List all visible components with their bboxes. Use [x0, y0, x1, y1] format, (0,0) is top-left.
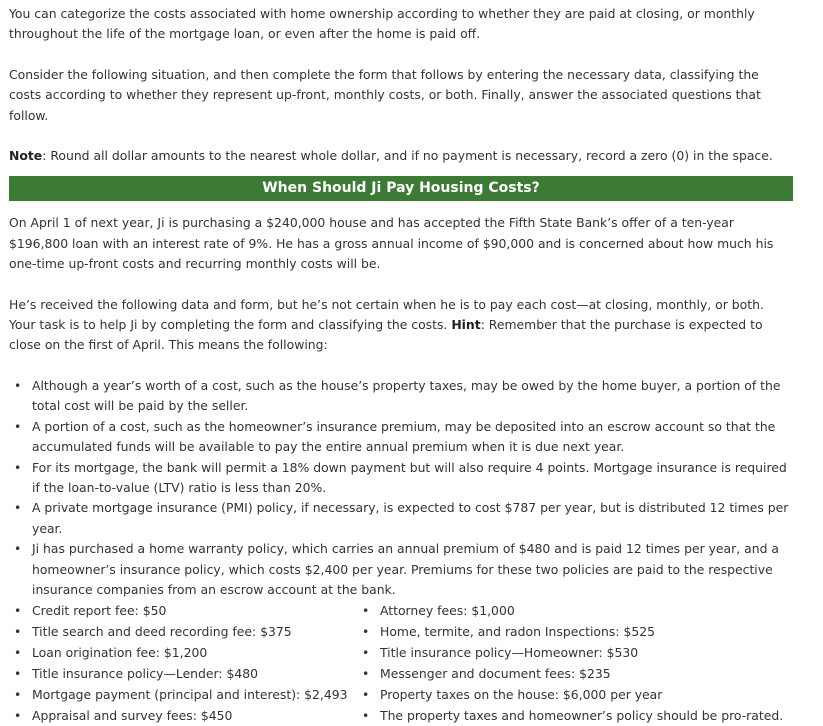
- conditions-list: [9, 376, 793, 600]
- intro-paragraph-2: Consider the following situation, and then complete the form that follows by entering the necessary data, classifying the costs according to whether they represent up-front, monthly costs, or both. Finally, answer the associated questions that follow.: [9, 66, 761, 123]
- list-item: • The property taxes and homeowner’s policy should be pro-rated.: [357, 705, 787, 726]
- note-label: Note: [9, 148, 43, 164]
- note-paragraph: [9, 146, 793, 166]
- list-item: • Mortgage payment (principal and interest): $2,493: [9, 684, 357, 705]
- scenario-text-b: : Remember that the purchase is expected to close on the first of April. This means the following:: [9, 317, 763, 353]
- list-item: • Property taxes on the house: $6,000 per year: [357, 684, 787, 705]
- costs-list-left: [9, 600, 357, 726]
- list-item: • Title search and deed recording fee: $375: [9, 621, 357, 642]
- list-item: • Credit report fee: $50: [9, 600, 357, 621]
- list-item: • Title insurance policy—Homeowner: $530: [357, 642, 787, 663]
- list-item: • Attorney fees: $1,000: [357, 600, 787, 621]
- scenario-paragraph-2: [9, 295, 793, 356]
- costs-list-right: [357, 600, 787, 726]
- list-item: • Home, termite, and radon Inspections: $525: [357, 621, 787, 642]
- hint-label: Hint: [451, 317, 481, 333]
- scenario-paragraph-1: On April 1 of next year, Ji is purchasing a $240,000 house and has accepted the Fifth State Bank’s offer of a ten-year $196,800 loan with an interest rate of 9%. He has a gross annual income of $90,000 and is concerned about how much his one-time up-front costs and recurring monthly costs will be.: [9, 215, 774, 272]
- list-item: • Loan origination fee: $1,200: [9, 642, 357, 663]
- list-item: • Ji has purchased a home warranty policy, which carries an annual premium of $480 and is paid 12 times per year, and a homeowner’s insurance policy, which costs $2,400 per year. Premiums for these two policies are paid to the respective insurance companies from an escrow account at the bank.: [9, 539, 793, 600]
- list-item: • Appraisal and survey fees: $450: [9, 705, 357, 726]
- section-banner: When Should Ji Pay Housing Costs?: [9, 176, 793, 201]
- intro-paragraph-1: You can categorize the costs associated with home ownership according to whether they are paid at closing, or monthly throughout the life of the mortgage loan, or even after the home is paid off.: [9, 6, 755, 42]
- list-item: • Title insurance policy—Lender: $480: [9, 663, 357, 684]
- list-item: • Although a year’s worth of a cost, such as the house’s property taxes, may be owed by the home buyer, a portion of the total cost will be paid by the seller.: [9, 376, 793, 417]
- note-text: : Round all dollar amounts to the nearest whole dollar, and if no payment is necessary, record a zero (0) in the space.: [42, 148, 773, 164]
- costs-columns: [9, 600, 793, 726]
- list-item: • A private mortgage insurance (PMI) policy, if necessary, is expected to cost $787 per year, but is distributed 12 times per year.: [9, 498, 793, 539]
- scenario-text-a: He’s received the following data and form, but he’s not certain when he is to pay each cost—at closing, monthly, or both. Your task is to help Ji by completing the form and classifying the costs.: [9, 296, 764, 333]
- list-item: • For its mortgage, the bank will permit a 18% down payment but will also require 4 points. Mortgage insurance is required if the loan-to-value (LTV) ratio is less than 20%.: [9, 458, 793, 499]
- list-item: • Messenger and document fees: $235: [357, 663, 787, 684]
- list-item: • A portion of a cost, such as the homeowner’s insurance premium, may be deposited into an escrow account so that the accumulated funds will be available to pay the entire annual premium when it is due next year.: [9, 417, 793, 458]
